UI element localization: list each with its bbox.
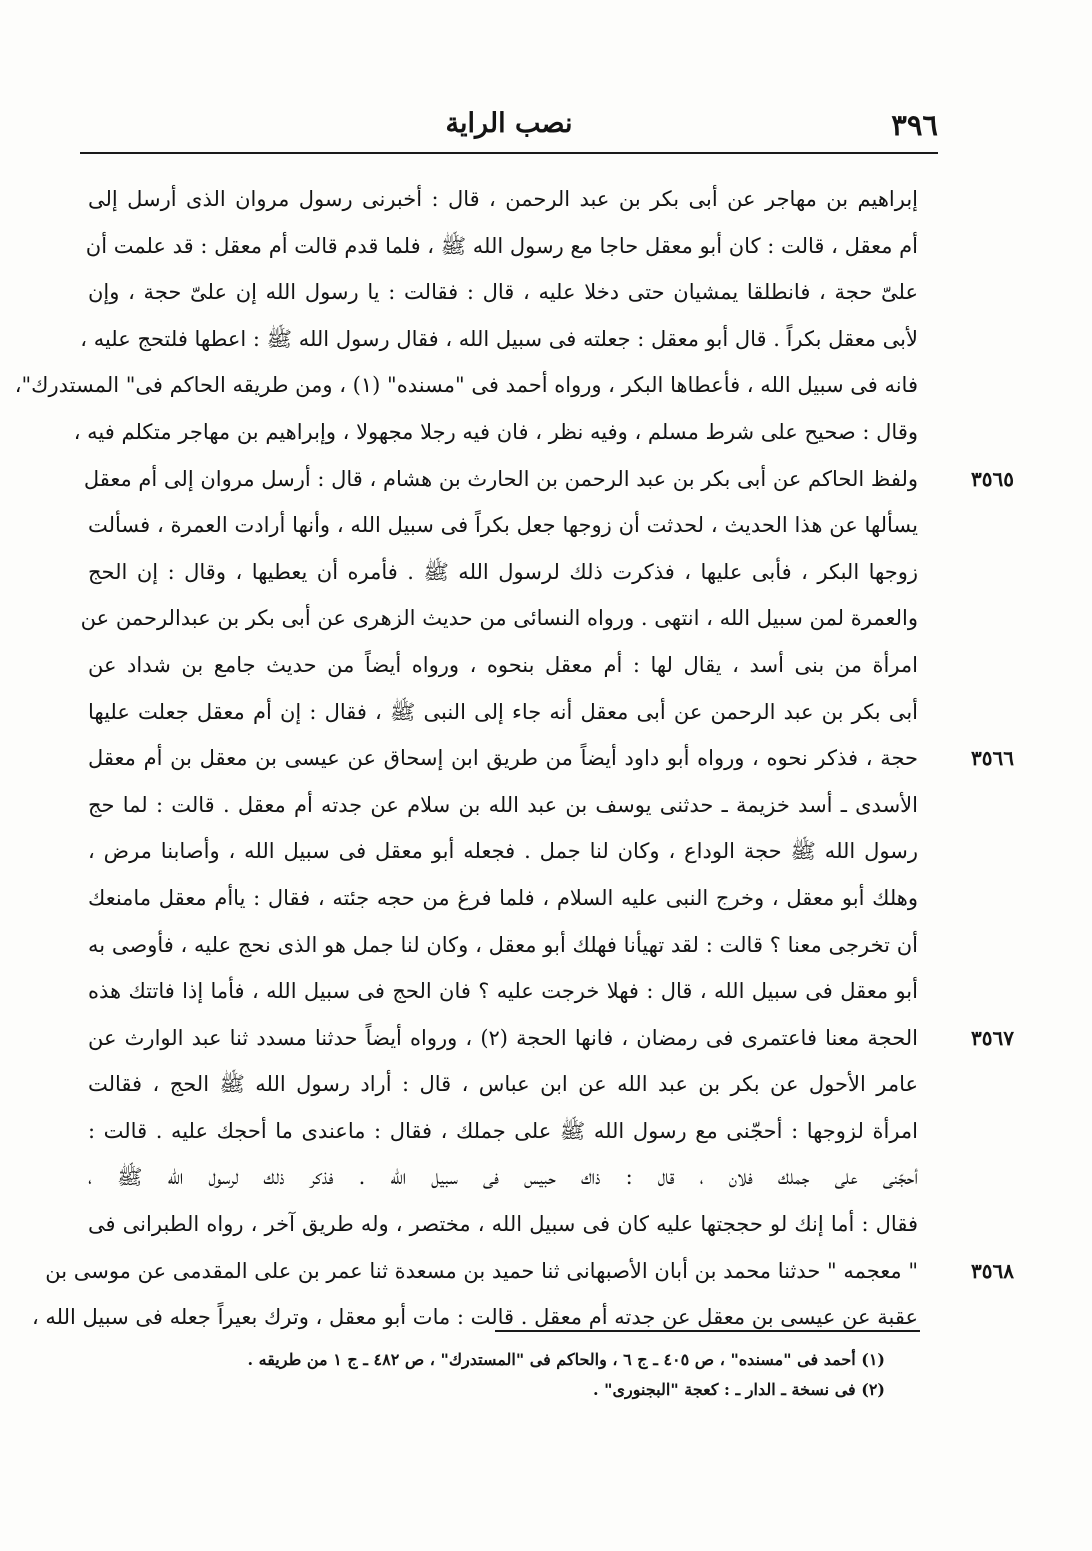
text-line: فانه فى سبيل الله ، فأعطاها البكر ، ورواه أحمد فى "مسنده" (١) ، ومن طريقه الحاكم فى" المستدرك"، — [14, 373, 918, 398]
text-line: أحجّنى على جملك فلان ، قال : ذاك حبيس فى سبيل الله . فذكر ذلك لرسول الله ﷺ ، — [88, 1165, 918, 1190]
text-line: وقال : صحيح على شرط مسلم ، وفيه نظر ، فان فيه رجلا مجهولا ، وإبراهيم بن مهاجر متكلم فيه ، — [73, 419, 918, 444]
text-line: يسألها عن هذا الحديث ، لحدثت أن زوجها جعل بكراً فى سبيل الله ، وأنها أرادت العمرة ، فسألت — [88, 513, 918, 538]
text-line: فقال : أما إنك لو حججتها عليه كان فى سبيل الله ، مختصر ، وله طريق آخر ، رواه الطبرانى فى — [88, 1212, 918, 1237]
page-header — [80, 98, 938, 148]
text-line: الأسدى ـ أسد خزيمة ـ حدثنى يوسف بن عبد الله بن سلام عن جدته أم معقل . قالت : لما حج — [88, 792, 918, 817]
hadith-number: ٣٥٦٦ — [971, 746, 1014, 771]
text-line: الحجة معنا فاعتمرى فى رمضان ، فانها الحجة (٢) ، ورواه أيضاً حدثنا مسدد ثنا عبد الوارث عن — [88, 1025, 918, 1050]
hadith-number: ٣٥٦٥ — [971, 466, 1014, 491]
text-line: زوجها البكر ، فأبى عليها ، فذكرت ذلك لرسول الله ﷺ . فأمره أن يعطيها ، وقال : إن الحج — [88, 559, 918, 584]
running-title: نصب الراية — [445, 108, 573, 139]
body-text — [14, 176, 918, 1341]
footnote: (٢) فى نسخة ـ الدار ـ : كعجة "البجنورى" . — [593, 1380, 885, 1399]
footnote: (١) أحمد فى "مسنده" ، ص ٤٠٥ ـ ج ٦ ، والحاكم فى "المستدرك" ، ص ٤٨٢ ـ ج ١ من طريقه . — [247, 1350, 885, 1369]
header-rule — [80, 152, 938, 154]
text-line: أم معقل ، قالت : كان أبو معقل حاجا مع رسول الله ﷺ ، فلما قدم قالت أم معقل : قد علمت أن — [85, 233, 918, 258]
footnote-rule — [495, 1330, 920, 1332]
text-line: والعمرة لمن سبيل الله ، انتهى . ورواه النسائى من حديث الزهرى عن أبى بكر بن عبدالرحمن عن — [80, 606, 918, 631]
page-number: ٣٩٦ — [891, 108, 938, 142]
text-line: أن تخرجى معنا ؟ قالت : لقد تهيأنا فهلك أبو معقل ، وكان لنا جمل هو الذى نحج عليه ، فأوصى به — [88, 932, 918, 957]
hadith-number: ٣٥٦٧ — [971, 1025, 1014, 1050]
text-line: وهلك أبو معقل ، وخرج النبى عليه السلام ، فلما فرغ من حجه جئته ، فقال : ياأم معقل مامنعك — [88, 885, 918, 910]
text-line: امرأة لزوجها : أحجّنى مع رسول الله ﷺ على جملك ، فقال : ماعندى ما أحجك عليه . قالت : — [88, 1118, 918, 1143]
text-line: " معجمه " حدثنا محمد بن أبان الأصبهانى ثنا حميد بن مسعدة ثنا عمر بن على المقدمى عن موسى بن — [45, 1258, 918, 1283]
text-line: عقبة عن عيسى بن معقل عن جدته أم معقل . قالت : مات أبو معقل ، وترك بعيراً جعله فى سبيل الله ، — [31, 1305, 918, 1330]
text-line: حجة ، فذكر نحوه ، ورواه أبو داود أيضاً من طريق ابن إسحاق عن عيسى بن معقل بن أم معقل — [88, 746, 918, 771]
footnotes — [150, 1345, 885, 1405]
text-line: علىّ حجة ، فانطلقا يمشيان حتى دخلا عليه ، قال : فقالت : يا رسول الله إن علىّ حجة ، وإن — [88, 280, 918, 305]
hadith-number: ٣٥٦٨ — [971, 1258, 1014, 1283]
text-line: أبو معقل فى سبيل الله ، قال : فهلا خرجت عليه ؟ فان الحج فى سبيل الله ، فأما إذا فاتتك هذه — [88, 979, 918, 1004]
text-line: أبى بكر بن عبد الرحمن عن أبى معقل أنه جاء إلى النبى ﷺ ، فقال : إن أم معقل جعلت عليها — [88, 699, 918, 724]
text-line: ولفظ الحاكم عن أبى بكر بن عبد الرحمن بن الحارث بن هشام ، قال : أرسل مروان إلى أم معقل — [83, 466, 918, 491]
text-line: إبراهيم بن مهاجر عن أبى بكر بن عبد الرحمن ، قال : أخبرنى رسول مروان الذى أرسل إلى — [88, 187, 918, 211]
text-line: عامر الأحول عن بكر بن عبد الله عن ابن عباس ، قال : أراد رسول الله ﷺ الحج ، فقالت — [88, 1072, 918, 1097]
text-line: لأبى معقل بكراً . قال أبو معقل : جعلته فى سبيل الله ، فقال رسول الله ﷺ : اعطها فلتحج عليه ، — [80, 326, 918, 351]
text-line: امرأة من بنى أسد ، يقال لها : أم معقل بنحوه ، ورواه أيضاً من حديث جامع بن شداد عن — [88, 652, 918, 677]
text-line: رسول الله ﷺ حجة الوداع ، وكان لنا جمل . فجعله أبو معقل فى سبيل الله ، وأصابنا مرض ، — [88, 839, 918, 864]
